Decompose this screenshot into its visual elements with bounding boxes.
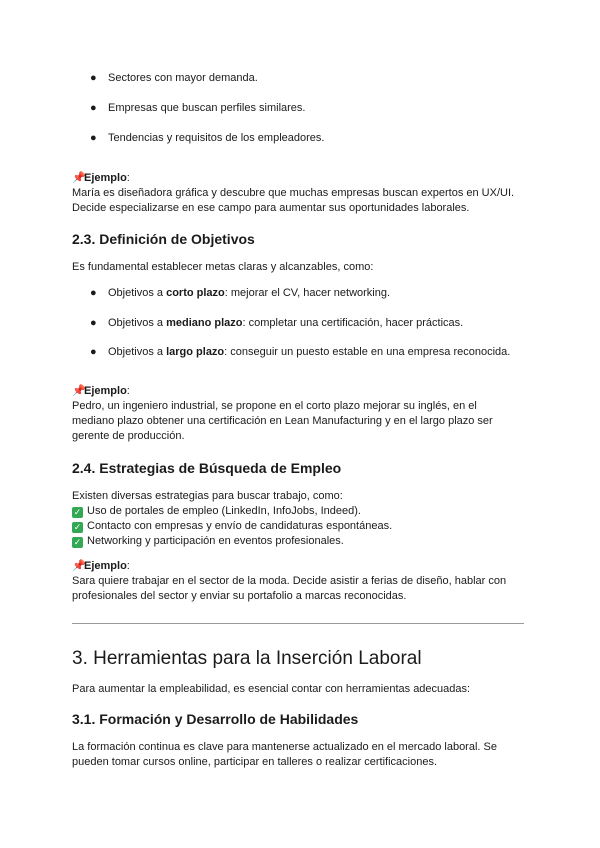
section-intro: Para aumentar la empleabilidad, es esencial contar con herramientas adecuadas: (72, 683, 471, 695)
example-text: mediano plazo obtener una certificación en Lean Manufacturing y en el largo plazo ser (72, 415, 493, 427)
list-item-text: Objetivos a largo plazo: conseguir un puesto estable en una empresa reconocida. (108, 346, 511, 358)
check-box-icon: ✓ (73, 522, 82, 532)
example-text: Decide especializarse en ese campo para aumentar sus oportunidades laborales. (72, 202, 470, 214)
check-box-icon: ✓ (73, 507, 82, 517)
pushpin-icon: 📌 (72, 385, 86, 397)
section-heading: 2.4. Estrategias de Búsqueda de Empleo (72, 460, 342, 476)
list-item-text: Empresas que buscan perfiles similares. (108, 102, 306, 114)
check-box-icon: ✓ (73, 537, 82, 547)
example-label: Ejemplo (84, 560, 127, 572)
bullet-icon: ● (90, 317, 97, 329)
section-heading: 3.1. Formación y Desarrollo de Habilidades (72, 711, 359, 727)
example-text: profesionales del sector y enviar su portafolio a marcas reconocidas. (72, 590, 407, 602)
pushpin-icon: 📌 (72, 172, 86, 184)
bullet-icon: ● (90, 72, 97, 84)
chapter-heading: 3. Herramientas para la Inserción Laboral (72, 648, 422, 669)
list-item-text: Objetivos a corto plazo: mejorar el CV, hacer networking. (108, 287, 391, 299)
list-item-text: Tendencias y requisitos de los empleadores. (108, 132, 325, 144)
section-body: La formación continua es clave para mantenerse actualizado en el mercado laboral. Se pueden tomar cursos online, participar en talleres o realizar certificaciones. (72, 741, 497, 768)
bullet-icon: ● (90, 102, 97, 114)
example-text: Pedro, un ingeniero industrial, se propone en el corto plazo mejorar su inglés, en el (72, 400, 477, 412)
list-item-text: Sectores con mayor demanda. (108, 72, 258, 84)
example-text: Sara quiere trabajar en el sector de la moda. Decide asistir a ferias de diseño, hablar con (72, 575, 507, 587)
example-label: Ejemplo (84, 385, 127, 397)
example-block: 📌Ejemplo: María es diseñadora gráfica y descubre que muchas empresas buscan expertos en UX/UI. Decide especializarse en ese campo para aumentar sus oportunidades laborales. (72, 171, 532, 216)
section-heading: 2.3. Definición de Objetivos (72, 231, 255, 247)
check-item: ✓ Contacto con empresas y envío de candidaturas espontáneas. (73, 520, 393, 532)
section-intro: Existen diversas estrategias para buscar trabajo, como: (72, 490, 343, 502)
bullet-icon: ● (90, 287, 97, 299)
example-block: 📌Ejemplo: Pedro, un ingeniero industrial, se propone en el corto plazo mejorar su inglés, en el mediano plazo obtener una certificación en Lean Manufacturing y en el largo plazo ser gerente de producción. (72, 384, 532, 444)
bullet-icon: ● (90, 132, 97, 144)
section-intro: Es fundamental establecer metas claras y alcanzables, como: (72, 261, 374, 273)
pushpin-icon: 📌 (72, 560, 86, 572)
example-block: 📌Ejemplo: Sara quiere trabajar en el sector de la moda. Decide asistir a ferias de diseño, hablar con profesionales del sector y enviar su portafolio a marcas reconocidas. (72, 559, 532, 604)
horizontal-rule (72, 623, 524, 624)
example-text: María es diseñadora gráfica y descubre que muchas empresas buscan expertos en UX/UI. (72, 187, 515, 199)
example-text: gerente de producción. (72, 430, 185, 442)
check-item: ✓ Uso de portales de empleo (LinkedIn, InfoJobs, Indeed). (73, 505, 361, 517)
bullet-icon: ● (90, 346, 97, 358)
example-label: Ejemplo (84, 172, 127, 184)
check-item: ✓ Networking y participación en eventos profesionales. (73, 535, 344, 547)
strategies-block (72, 489, 532, 549)
list-item-text: Objetivos a mediano plazo: completar una certificación, hacer prácticas. (108, 317, 464, 329)
